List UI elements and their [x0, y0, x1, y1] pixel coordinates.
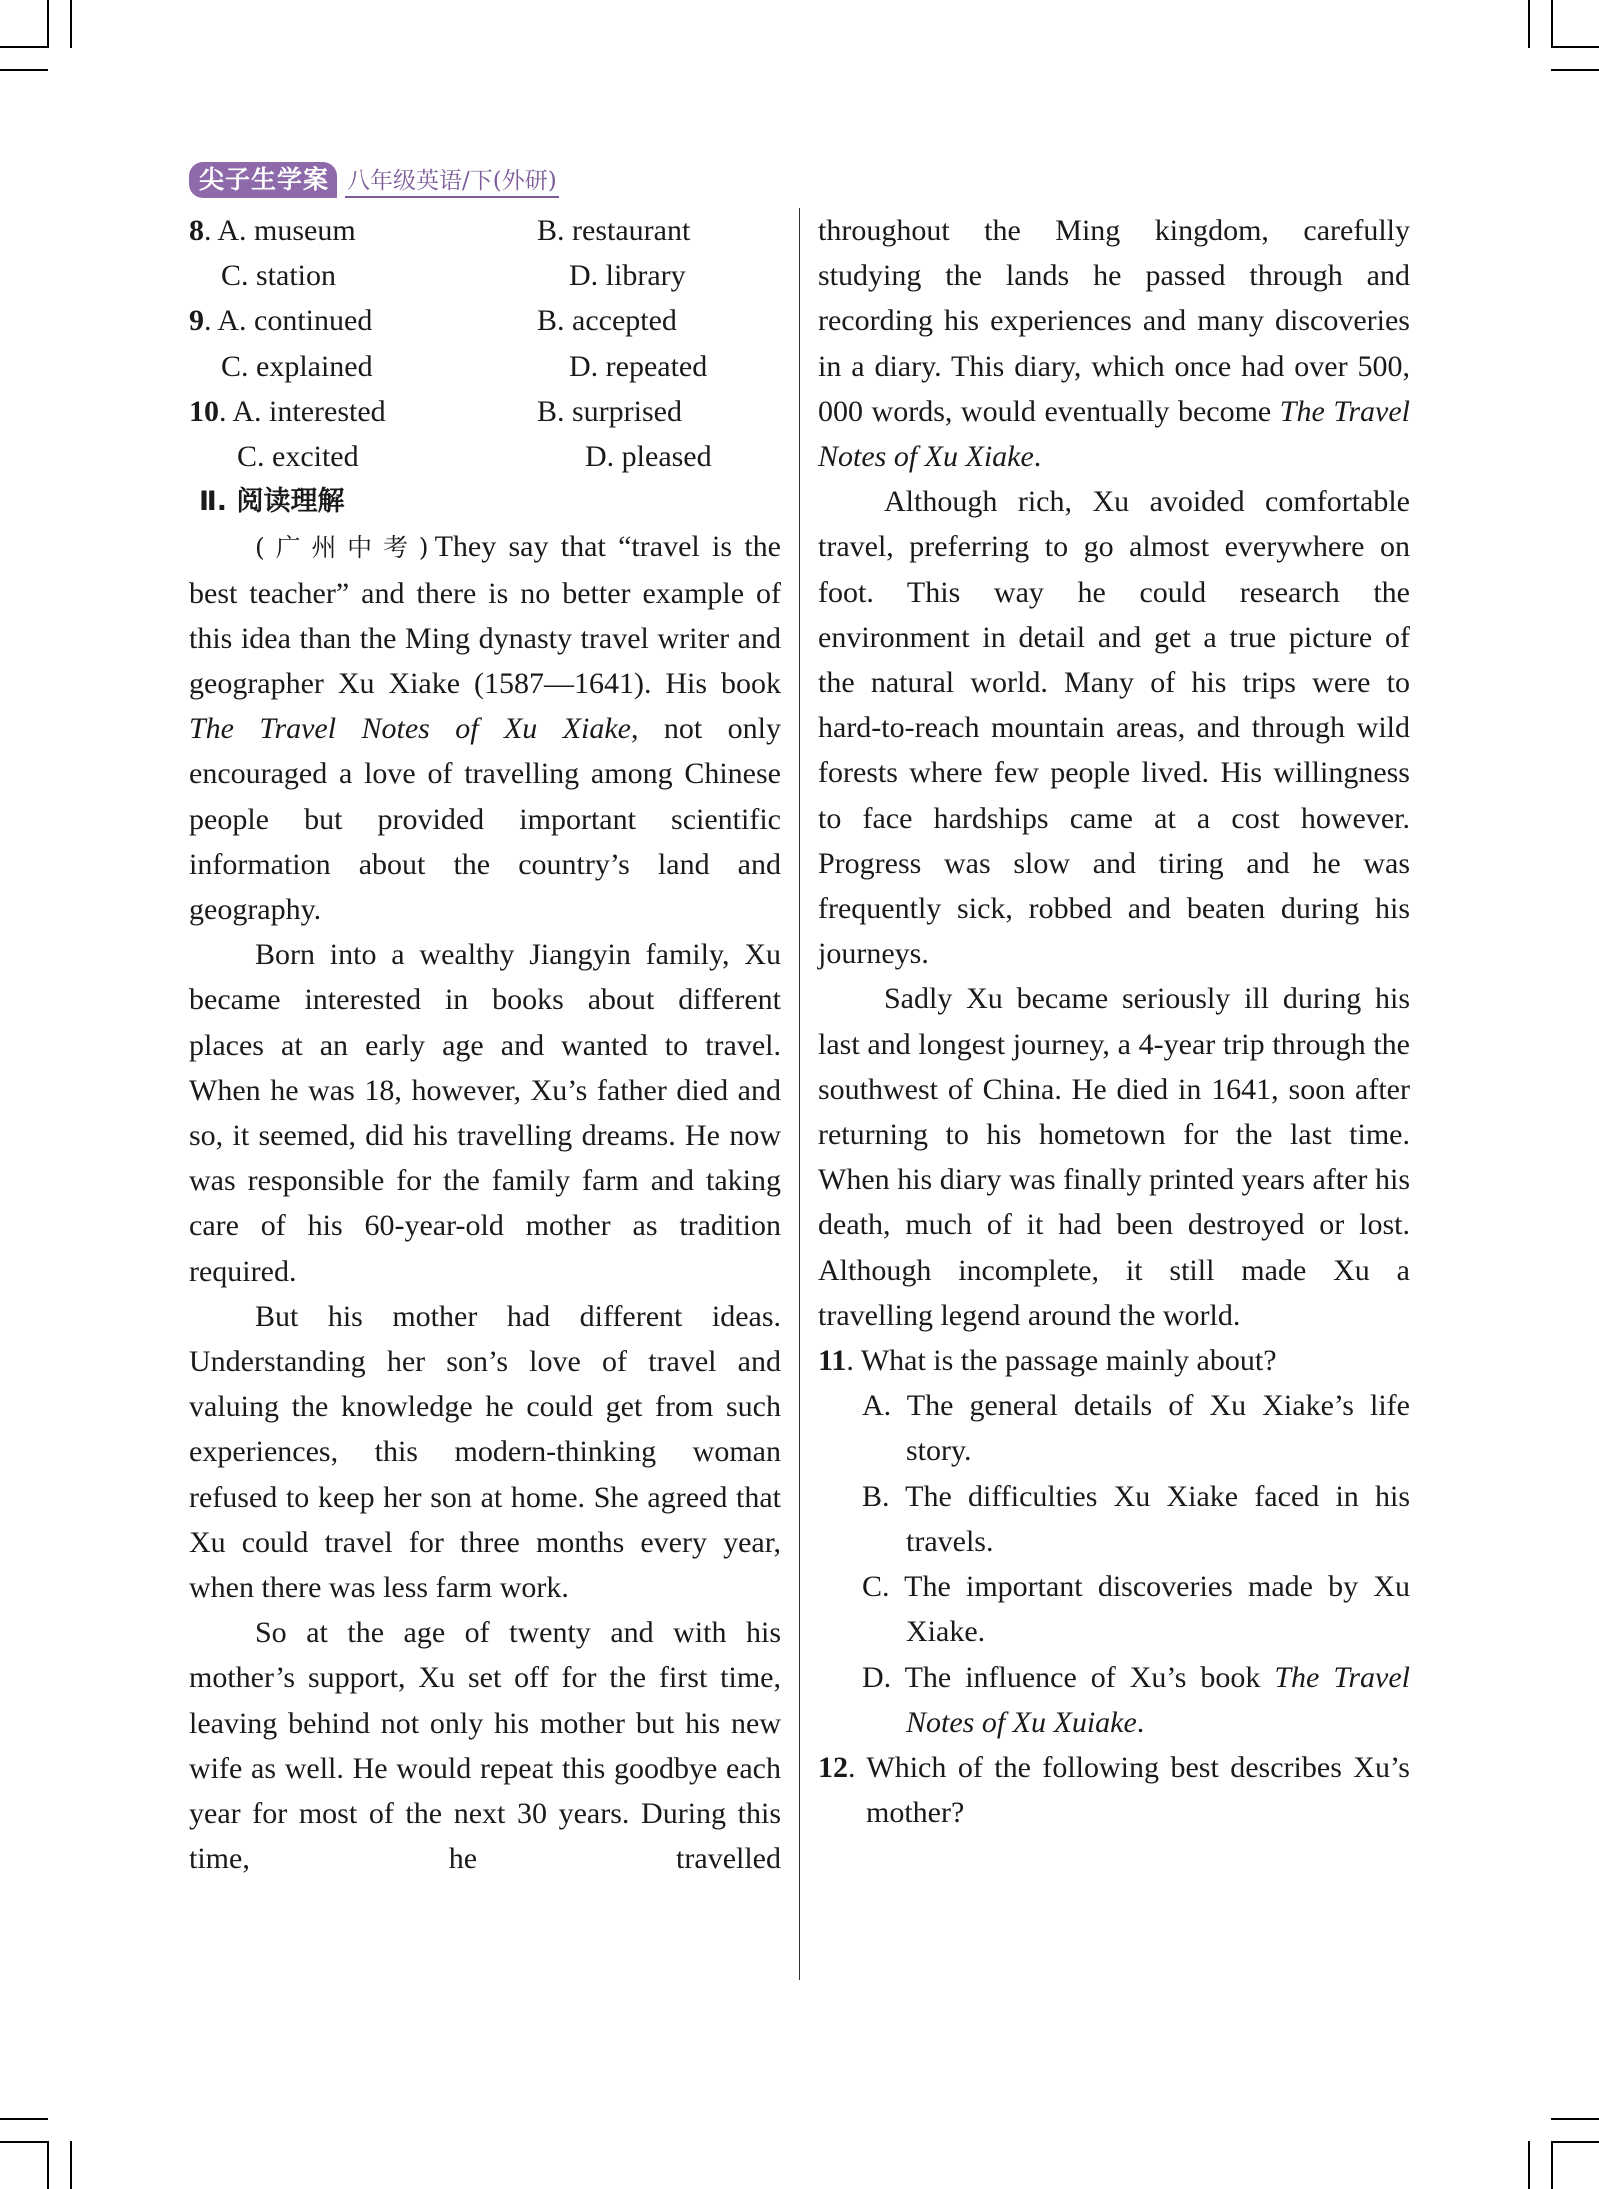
option-c: C. station — [221, 259, 337, 293]
cloze-question-8: 8. A. museum B. restaurant — [189, 208, 781, 253]
right-column — [818, 208, 1410, 1835]
question-11 — [818, 1338, 1410, 1383]
page-header — [189, 160, 559, 198]
question-number: 8 — [189, 214, 204, 247]
crop-mark — [47, 2141, 49, 2189]
cloze-question-9-row2 — [189, 344, 781, 389]
option-c: C. explained — [221, 349, 373, 383]
paragraph-text: . — [1033, 440, 1042, 474]
brand-badge: 尖子生学案 — [189, 162, 337, 198]
paragraph-text: throughout the Ming kingdom, carefully studying the lands he passed through and recording his experiences and many discoveries in a diary. This diary, which once had over 500, 000 words, would eventually become — [818, 214, 1410, 428]
option-d: D. repeated — [569, 349, 708, 383]
question-11-option-d — [862, 1655, 1410, 1745]
paragraph-text: They say that “travel is the best teacher” and there is no better example of this idea than the Ming dynasty travel writer and geographer Xu Xiake (1587—1641). His book — [189, 530, 781, 700]
crop-mark — [1551, 69, 1599, 71]
option-d: D. library — [569, 259, 686, 293]
left-column — [189, 208, 781, 1881]
question-number: 9 — [189, 304, 204, 338]
option-b: B. surprised — [537, 394, 682, 428]
option-b: B. restaurant — [537, 214, 691, 247]
crop-mark — [0, 69, 48, 71]
column-divider — [799, 208, 800, 1980]
passage-paragraph-5: Although rich, Xu avoided comfortable travel, preferring to go almost everywhere on foot. This way he could research the environment in detail and get a true picture of the natural world. Many of his trips were to hard-to-reach mountain areas, and through wild forests where few people lived. His willingness to face hardships came at a cost however. Progress was slow and tiring and he was frequently sick, robbed and beaten during his journeys. — [818, 485, 1410, 971]
passage-paragraph-4: So at the age of twenty and with his mother’s support, Xu set off for the first time, leaving behind not only his mother but his new wife as well. He would repeat this goodbye each year for most of the next 30 years. During this time, he travelled — [189, 1616, 781, 1876]
crop-mark — [47, 0, 49, 48]
book-subtitle: 八年级英语/下(外研) — [345, 166, 559, 198]
crop-mark — [70, 0, 72, 48]
section-heading: Ⅱ. 阅读理解 — [199, 486, 345, 518]
paragraph-text: , not only encouraged a love of travelling among Chinese people but provided important scientific information about the country’s land and geography. — [189, 712, 781, 926]
crop-mark — [1551, 0, 1553, 48]
cloze-question-10-row2 — [189, 434, 781, 479]
option-a: A. interested — [232, 394, 386, 428]
question-number: 11 — [818, 1344, 847, 1378]
question-number: 10 — [189, 394, 219, 428]
question-text: . What is the passage mainly about? — [846, 1344, 1277, 1378]
crop-mark — [1551, 2141, 1599, 2143]
question-11-option-c: C. The important discoveries made by Xu Xiake. — [862, 1570, 1410, 1649]
cloze-question-8-row2 — [189, 253, 781, 298]
book-title: The Travel Notes of Xu Xiake — [189, 712, 631, 746]
crop-mark — [0, 2118, 48, 2120]
passage-paragraph-1 — [189, 524, 781, 932]
crop-mark — [1551, 2118, 1599, 2120]
cloze-question-9: 9. A. continued B. accepted — [189, 298, 781, 343]
question-text: . Which of the following best describes Xu’s mother? — [848, 1750, 1410, 1830]
question-11-option-a: A. The general details of Xu Xiake’s life story. — [862, 1389, 1410, 1468]
cloze-question-10: 10. A. interested B. surprised — [189, 389, 781, 434]
crop-mark — [70, 2141, 72, 2189]
passage-paragraph-3: But his mother had different ideas. Understanding her son’s love of travel and valuing the knowledge he could get from such experiences, this modern-thinking woman refused to keep her son at home. She agreed that Xu could travel for three months every year, when there was less farm work. — [189, 1299, 781, 1604]
option-text: . — [1136, 1705, 1145, 1739]
crop-mark — [0, 2141, 48, 2143]
option-b: B. accepted — [537, 304, 677, 338]
question-number: 12 — [818, 1750, 848, 1784]
book-title: The Travel Notes of Xu Xuiake — [906, 1660, 1410, 1739]
crop-mark — [0, 46, 48, 48]
passage-paragraph-2: Born into a wealthy Jiangyin family, Xu became interested in books about different places at an early age and wanted to travel. When he was 18, however, Xu’s father died and so, it seemed, did his travelling dreams. He now was responsible for the family farm and taking care of his 60-year-old mother as tradition required. — [189, 938, 781, 1288]
option-a: A. continued — [217, 304, 373, 338]
crop-mark — [1551, 46, 1599, 48]
option-a: A. museum — [217, 214, 356, 247]
crop-mark — [1528, 2141, 1530, 2189]
question-12 — [818, 1745, 1410, 1835]
crop-mark — [1528, 0, 1530, 48]
book-title: The Travel Notes of Xu Xiake — [818, 394, 1411, 474]
passage-paragraph-4-continued — [818, 208, 1410, 479]
passage-paragraph-6: Sadly Xu became seriously ill during his last and longest journey, a 4-year trip through the southwest of China. He died in 1641, soon after returning to his hometown for the last time. When his diary was finally printed years after his death, much of it had been destroyed or lost. Although incomplete, it still made Xu a travelling legend around the world. — [818, 982, 1410, 1332]
question-11-option-b: B. The difficulties Xu Xiake faced in his travels. — [862, 1479, 1410, 1558]
option-text: D. The influence of Xu’s book — [862, 1660, 1275, 1694]
option-d: D. pleased — [585, 439, 712, 473]
option-c: C. excited — [237, 439, 359, 473]
crop-mark — [1551, 2141, 1553, 2189]
source-label: (广州中考) — [255, 533, 435, 563]
